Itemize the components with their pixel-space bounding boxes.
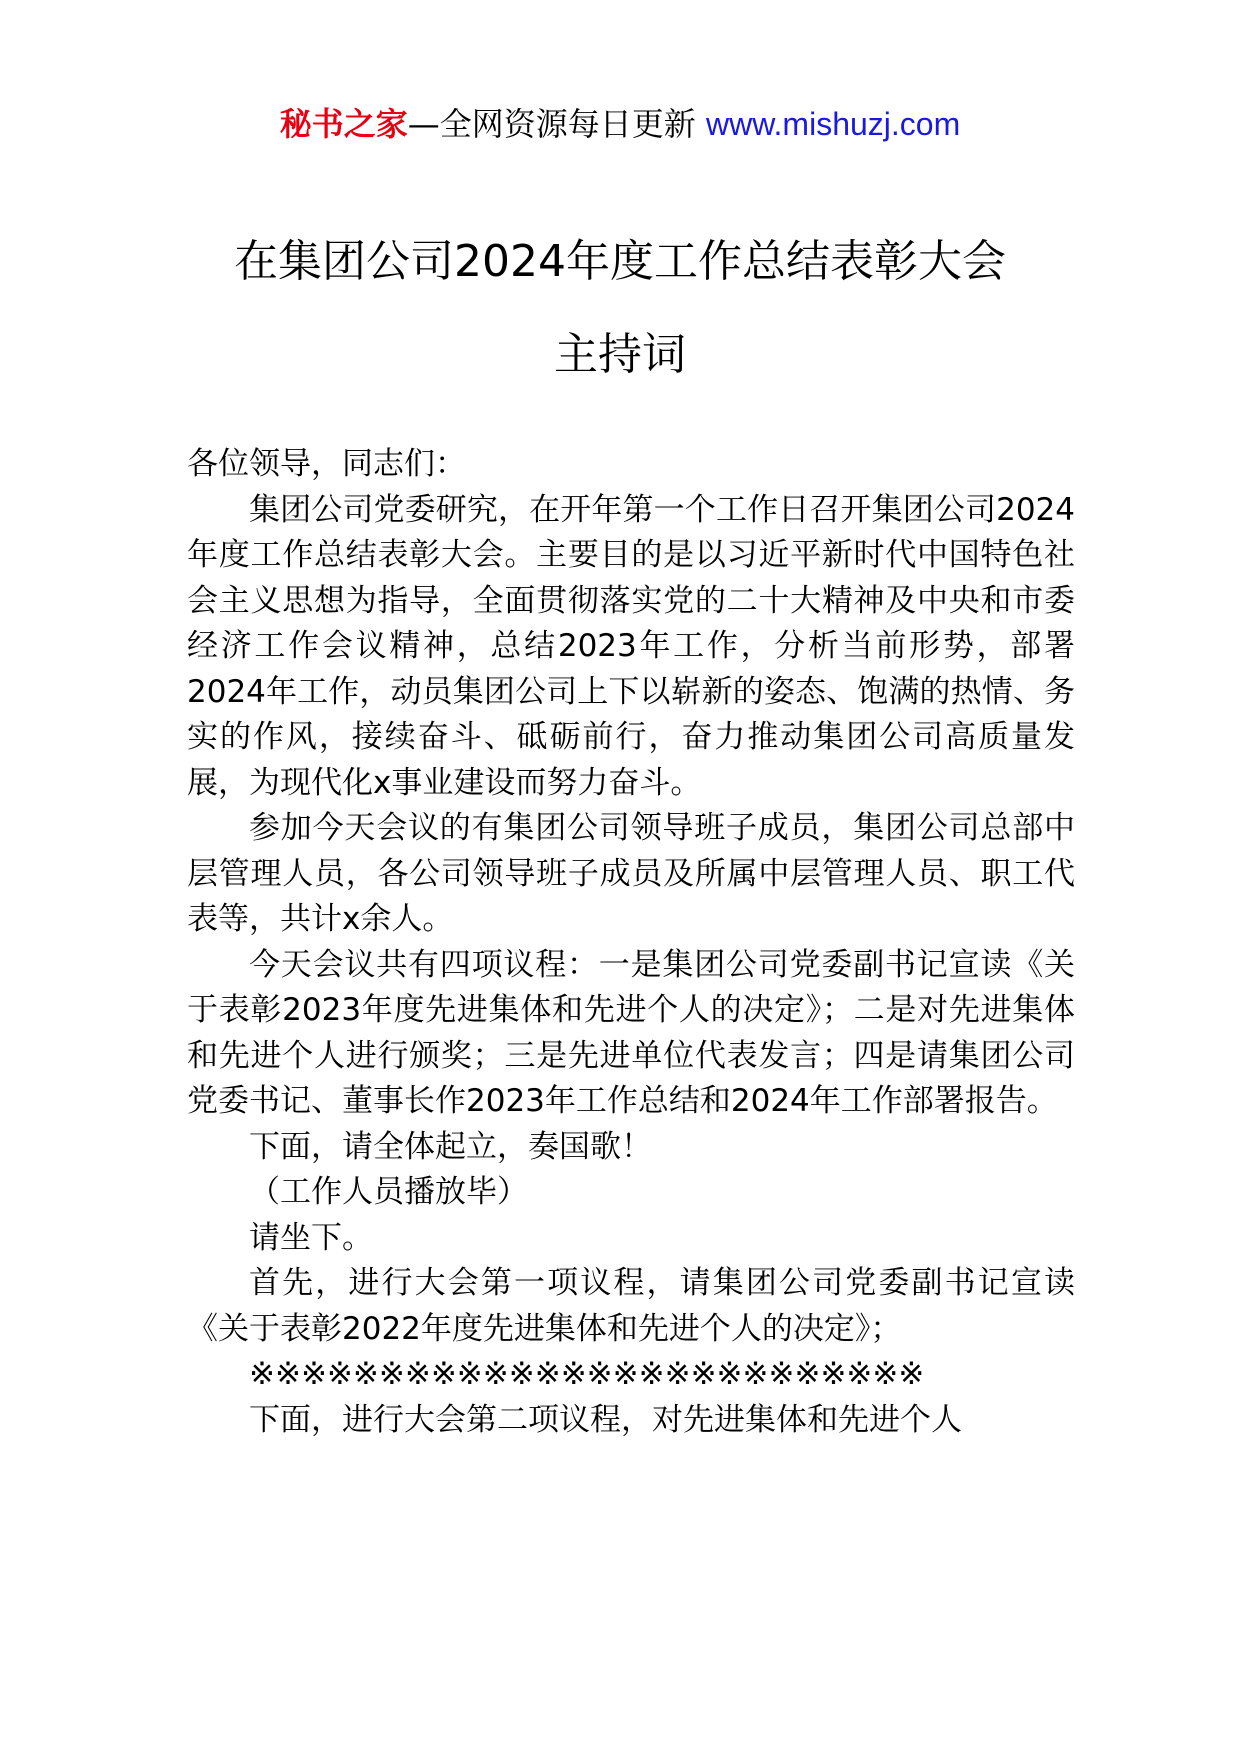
paragraph-second-agenda: 下面，进行大会第二项议程，对先进集体和先进个人 — [249, 1401, 962, 1438]
document-body — [187, 442, 1075, 1443]
paragraph-stage-note: （工作人员播放毕） — [249, 1174, 528, 1210]
paragraph-first-agenda: 首先，进行大会第一项议程，请集团公司党委副书记宣读《关于表彰2022年度先进集体和先进个人的决定》； — [187, 1265, 1075, 1347]
paragraph-separator: ※※※※※※※※※※※※※※※※※※※※※※※※※※ — [249, 1356, 925, 1392]
salutation: 各位领导，同志们： — [187, 446, 466, 482]
document-title-line-2: 主持词 — [554, 329, 686, 380]
site-tagline: —全网资源每日更新 — [407, 105, 696, 143]
site-brand: 秘书之家 — [279, 105, 408, 143]
paragraph-purpose: 集团公司党委研究，在开年第一个工作日召开集团公司2024年度工作总结表彰大会。主要目的是以习近平新时代中国特色社会主义思想为指导，全面贯彻落实党的二十大精神及中央和市委经济工作会议精神，总结2023年工作，分析当前形势，部署2024年工作，动员集团公司上下以崭新的姿态、饱满的热情、务实的作风，接续奋斗、砥砺前行，奋力推动集团公司高质量发展，为现代化x事业建设而努力奋斗。 — [187, 491, 1075, 801]
site-header — [0, 100, 1240, 148]
paragraph-attendees: 参加今天会议的有集团公司领导班子成员，集团公司总部中层管理人员，各公司领导班子成员及所属中层管理人员、职工代表等，共计x余人。 — [187, 810, 1075, 937]
paragraph-be-seated: 请坐下。 — [249, 1219, 373, 1256]
site-url-link[interactable]: www.mishuzj.com — [705, 106, 961, 142]
paragraph-anthem: 下面，请全体起立，奏国歌！ — [249, 1128, 652, 1165]
document-title-line-1: 在集团公司2024年度工作总结表彰大会 — [234, 236, 1006, 287]
paragraph-agenda: 今天会议共有四项议程：一是集团公司党委副书记宣读《关于表彰2023年度先进集体和先进个人的决定》；二是对先进集体和先进个人进行颁奖；三是先进单位代表发言；四是请集团公司党委书记、董事长作2023年工作总结和2024年工作部署报告。 — [187, 946, 1075, 1119]
